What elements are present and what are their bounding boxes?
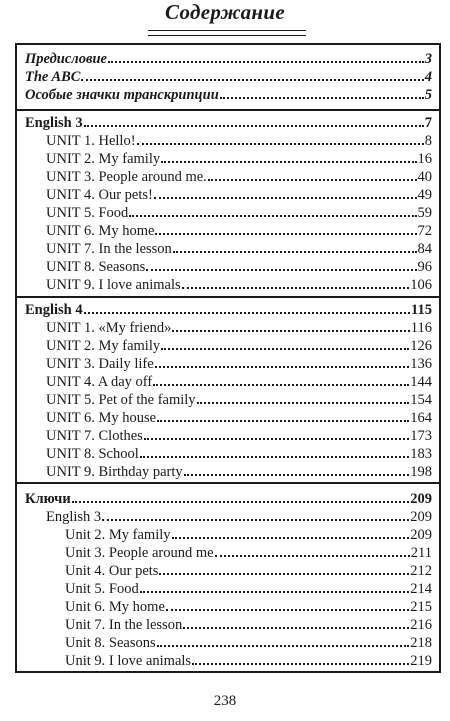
toc-entry[interactable]: Unit 8. Seasons 218: [65, 635, 432, 651]
toc-entry-preface[interactable]: Предисловие 3: [25, 51, 432, 67]
page-number: 238: [213, 693, 237, 709]
toc-entry[interactable]: Unit 3. People around me 211: [65, 545, 432, 561]
toc-entry[interactable]: UNIT 4. Our pets! 49: [46, 187, 432, 203]
page-title: Содержание: [165, 0, 285, 24]
toc-entry[interactable]: Unit 2. My family 209: [65, 527, 432, 543]
toc-entry[interactable]: UNIT 9. I love animals 106: [46, 277, 432, 293]
toc-entry[interactable]: UNIT 7. In the lesson 84: [46, 241, 432, 257]
toc-entry[interactable]: UNIT 4. A day off 144: [46, 374, 432, 390]
toc-entry[interactable]: UNIT 1. Hello! 8: [46, 133, 432, 149]
toc-section-english-3[interactable]: English 3 7: [25, 115, 432, 131]
toc-entry[interactable]: UNIT 5. Pet of the family 154: [46, 392, 432, 408]
toc-entry[interactable]: Unit 7. In the lesson 216: [65, 617, 432, 633]
title-underline: [148, 30, 306, 36]
toc-entry[interactable]: UNIT 5. Food 59: [46, 205, 432, 221]
toc-entry-transcription[interactable]: Особые значки транскрипции 5: [25, 87, 432, 103]
toc-section-keys[interactable]: Ключи 209: [25, 491, 432, 507]
toc-entry[interactable]: UNIT 3. People around me. 40: [46, 169, 432, 185]
toc-entry[interactable]: UNIT 8. Seasons 96: [46, 259, 432, 275]
section-divider: [15, 296, 441, 298]
toc-entry[interactable]: UNIT 9. Birthday party 198: [46, 464, 432, 480]
toc-subsection-keys-english-3[interactable]: English 3 209: [46, 509, 432, 525]
toc-entry[interactable]: UNIT 6. My house 164: [46, 410, 432, 426]
toc-entry[interactable]: Unit 6. My home 215: [65, 599, 432, 615]
toc-entry[interactable]: Unit 4. Our pets 212: [65, 563, 432, 579]
toc-entry[interactable]: Unit 9. I love animals 219: [65, 653, 432, 669]
toc-entry[interactable]: UNIT 6. My home 72: [46, 223, 432, 239]
toc-entry-abc[interactable]: The ABC 4: [25, 69, 432, 85]
toc-entry[interactable]: Unit 5. Food 214: [65, 581, 432, 597]
toc-entry[interactable]: UNIT 3. Daily life 136: [46, 356, 432, 372]
section-divider: [15, 482, 441, 484]
toc-entry[interactable]: UNIT 2. My family 126: [46, 338, 432, 354]
toc-entry[interactable]: UNIT 1. «My friend» 116: [46, 320, 432, 336]
toc-entry[interactable]: UNIT 8. School 183: [46, 446, 432, 462]
toc-section-english-4[interactable]: English 4 115: [25, 302, 432, 318]
toc-entry[interactable]: UNIT 7. Clothes 173: [46, 428, 432, 444]
section-divider: [15, 109, 441, 111]
toc-entry[interactable]: UNIT 2. My family 16: [46, 151, 432, 167]
